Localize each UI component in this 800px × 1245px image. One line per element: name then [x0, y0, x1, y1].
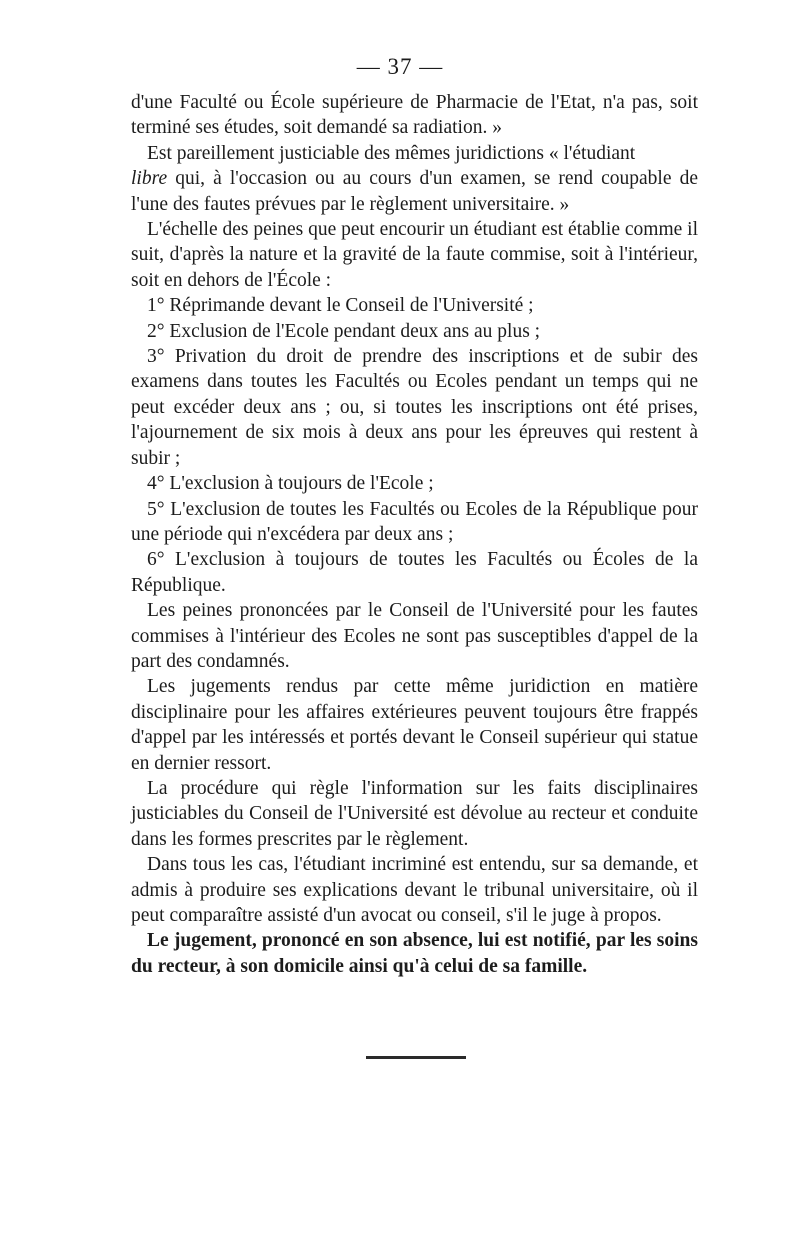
list-item-5: 5° L'exclusion de toutes les Facultés ou Ecoles de la République pour une période qui n'excédera par deux ans ; [131, 498, 698, 545]
paragraph-justiciable-start: Est pareillement justiciable des mêmes juridictions « l'étudiant [147, 142, 636, 164]
italic-word-libre: libre [131, 168, 168, 190]
list-item-4: 4° L'exclusion à toujours de l'Ecole ; [147, 473, 434, 495]
paragraph-procedure: La procédure qui règle l'information sur les faits disciplinaires justiciables du Conseil de l'Université est dévolue au recteur et conduite dans les formes prescrites par le règlement. [131, 777, 698, 850]
page-number: — 37 — [356, 54, 444, 79]
paragraph-appeal: Les jugements rendus par cette même juridiction en matière disciplinaire pour les affaires extérieures peuvent toujours être frappés d'appel par les intéressés et portés devant le Conseil supérieur qui statue en dernier ressort. [131, 676, 698, 774]
list-item-6: 6° L'exclusion à toujours de toutes les Facultés ou Écoles de la République. [131, 549, 698, 596]
list-item-3: 3° Privation du droit de prendre des inscriptions et de subir des examens dans toutes les Facultés ou Ecoles pendant un temps qui ne peut excéder deux ans ; ou, si toutes les inscriptions ont été prises, l'ajournement de six mois à deux ans pour les épreuves qui restent à subir ; [131, 346, 698, 469]
paragraph-notification: Le jugement, prononcé en son absence, lui est notifié, par les soins du recteur, à son domicile ainsi qu'à celui de sa famille. [131, 930, 698, 977]
paragraph-hearing: Dans tous les cas, l'étudiant incriminé est entendu, sur sa demande, et admis à produire ses explications devant le tribunal universitaire, où il peut comparaître assisté d'un avocat ou conseil, s'il le juge à propos. [131, 854, 698, 926]
list-item-2: 2° Exclusion de l'Ecole pendant deux ans au plus ; [147, 320, 541, 342]
list-item-1: 1° Réprimande devant le Conseil de l'Université ; [147, 295, 534, 317]
closing-rule [366, 1056, 466, 1059]
paragraph-justiciable-end: qui, à l'occasion ou au cours d'un examen, se rend coupable de l'une des fautes prévues par le règlement universitaire. » [131, 168, 699, 215]
paragraph-justiciable [131, 141, 698, 217]
paragraph-no-appeal: Les peines prononcées par le Conseil de l'Université pour les fautes commises à l'intérieur des Ecoles ne sont pas susceptibles d'appel de la part des condamnés. [131, 600, 698, 672]
body-text [131, 90, 698, 979]
paragraph-continuation: d'une Faculté ou École supérieure de Pharmacie de l'Etat, n'a pas, soit terminé ses études, soit demandé sa radiation. » [131, 92, 698, 139]
paragraph-penalty-scale: L'échelle des peines que peut encourir un étudiant est établie comme il suit, d'après la nature et la gravité de la faute commise, soit à l'intérieur, soit en dehors de l'École : [131, 219, 698, 291]
